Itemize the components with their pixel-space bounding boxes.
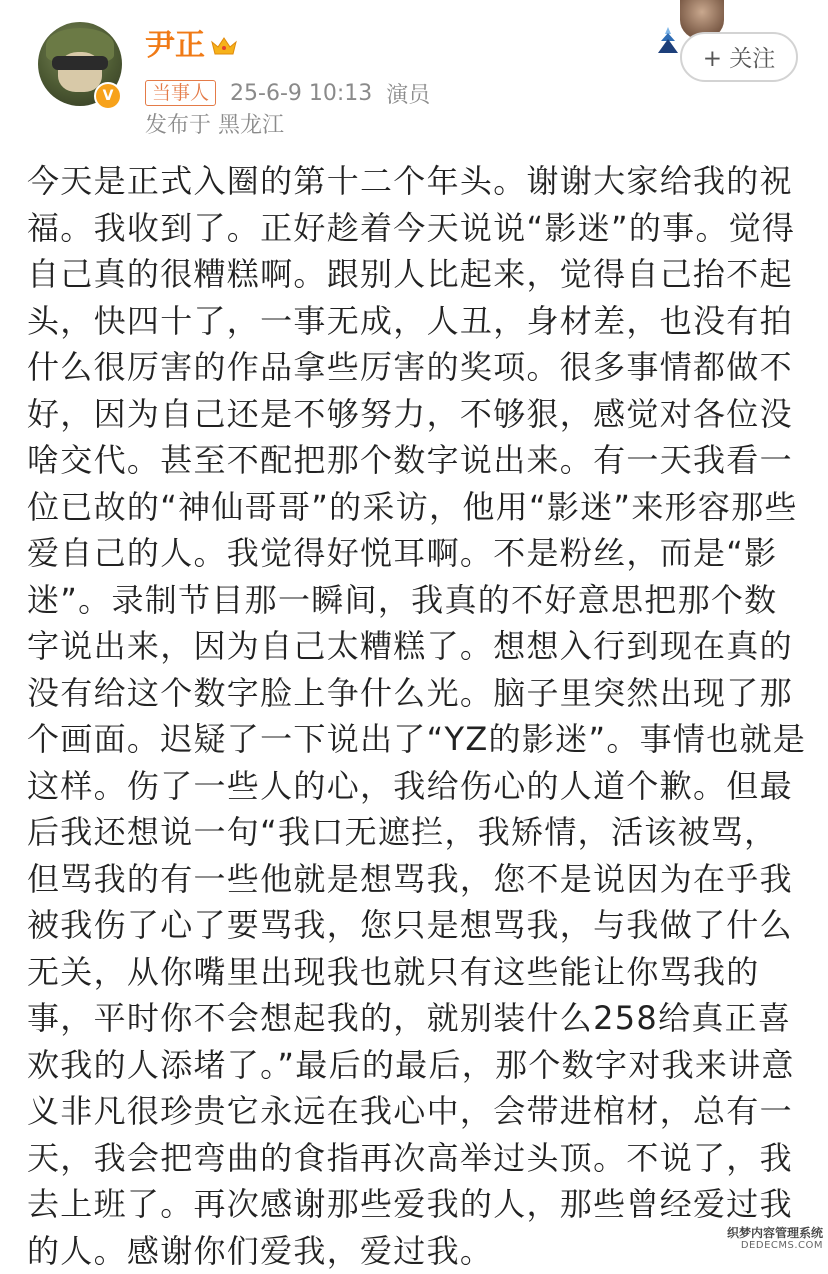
role-tag: 当事人	[145, 80, 216, 106]
post-location: 发布于 黑龙江	[145, 113, 284, 138]
watermark-line2: DEDECMS.COM	[740, 1240, 823, 1251]
crown-icon	[210, 36, 238, 56]
verified-v-badge-icon: V	[94, 82, 122, 110]
author-name[interactable]: 尹正	[145, 28, 205, 63]
watermark-line1: 织梦内容管理系统	[726, 1226, 823, 1240]
author-occupation: 演员	[386, 82, 431, 108]
post-body-text: 今天是正式入圈的第十二个年头。谢谢大家给我的祝福。我收到了。正好趁着今天说说“影迷”的事。觉得自己真的很糟糕啊。跟别人比起来，觉得自己抬不起头，快四十了，一事无成，人丑，身材差，也没有拍什么很厉害的作品拿些厉害的奖项。很多事情都做不好，因为自己还是不够努力，不够狠，感觉对各位没啥交代。甚至不配把那个数字说出来。有一天我看一位已故的“神仙哥哥”的采访，他用“影迷”来形容那些爱自己的人。我觉得好悦耳啊。不是粉丝，而是“影迷”。录制节目那一瞬间，我真的不好意思把那个数字说出来，因为自己太糟糕了。想想入行到现在真的没有给这个数字脸上争什么光。脑子里突然出现了那个画面。迟疑了一下说出了“YZ的影迷”。事情也就是这样。伤了一些人的心，我给伤心的人道个歉。但最后我还想说一句“我口无遮拦，我矫情，活该被骂，但骂我的有一些他就是想骂我，您不是说因为在乎我被我伤了心了要骂我，您只是想骂我，与我做了什么无关，从你嘴里出现我也就只有这些能让你骂我的事，平时你不会想起我的，就别装什么258给真正喜欢我的人添堵了。”最后的最后，那个数字对我来讲意义非凡很珍贵它永远在我心中，会带进棺材，总有一天，我会把弯曲的食指再次高举过头顶。不说了，我去上班了。再次感谢那些爱我的人，那些曾经爱过我的人。感谢你们爱我，爱过我。	[27, 162, 807, 1270]
avatar-visor	[52, 56, 108, 70]
post-header	[0, 0, 828, 150]
author-meta-row	[145, 78, 430, 108]
post-timestamp: 25-6-9 10:13	[230, 80, 373, 106]
decoration-icon	[655, 25, 681, 55]
follow-button[interactable]: + 关注	[680, 32, 798, 82]
watermark-logo	[715, 1226, 823, 1252]
